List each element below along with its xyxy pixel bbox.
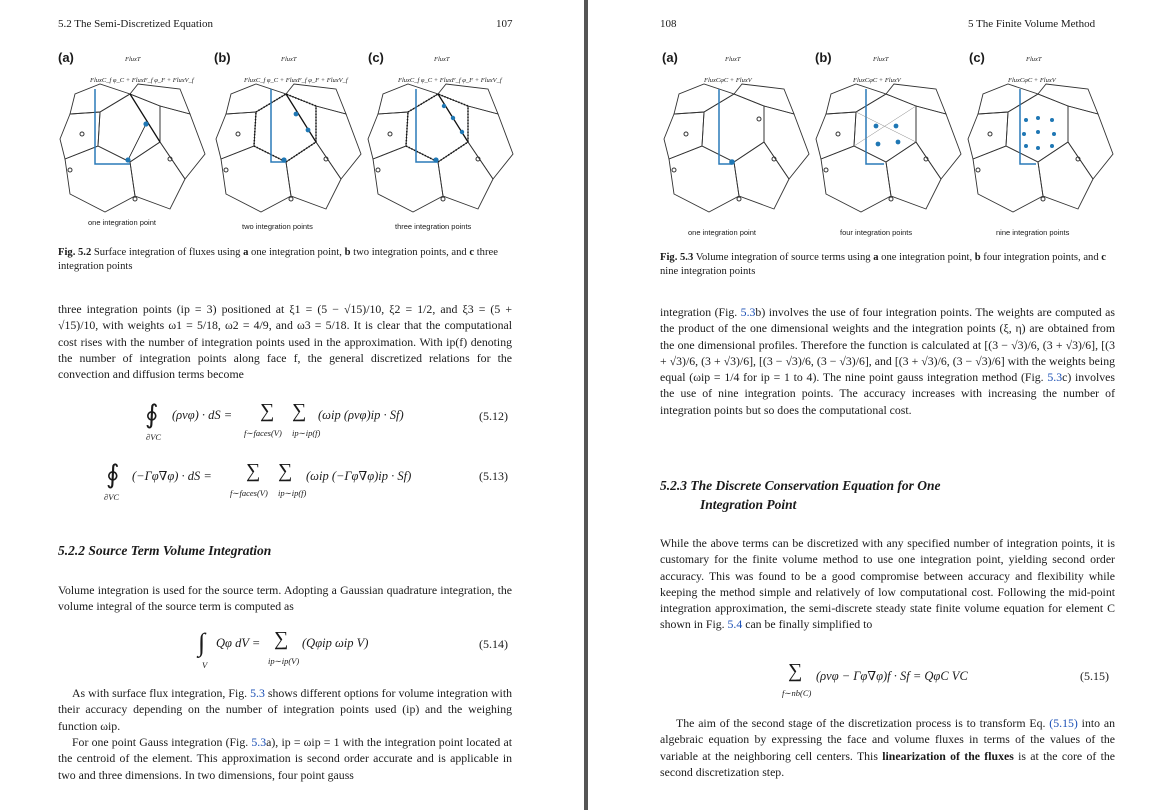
eq513-sum2: ip∼ip(f) [278,488,307,498]
left-page: 5.2 The Semi-Discretized Equation 107 (a) FluxT FluxC_f φ_C + FluxF_f φ_F + FluxV_f one integration point (b) FluxT FluxC_f φ_C + FluxF_f φ_F + FluxV_f two integration points (c) FluxT FluxC_f φ_C + FluxF_f φ_F + FluxV_f three integration points Fig. 5.2 Surface integration of fluxes using a one integration point, b two integration points, and c three integration points three integration points (ip = 3) positioned at ξ1 = (5 − √15)/10, ξ2 = 1/2, and ξ3 = (5 + √15)/10, with weights ω1 = 5/18, ω2 = 4/9, and ω3 = 5/18. It is clear that the computational cost rises with the number of integration points used in the approximation. With ip(f) denoting the number of integration points along face f, the general discretized relations for the convection and diffusion terms become ∮ (ρvφ) · dS = ∑ ∑ (ωip (ρvφ)ip · Sf) ∂VC f∼faces(V) ip∼ip(f) (5.12) ∮ (−Γφ∇φ) · dS = ∑ ∑ (ωip (−Γφ∇φ)ip · Sf) ∂VC f∼faces(V) ip∼ip(f) (5.13) 5.2.2 Source Term Volume Integration Volume integration is used for the source term. Adopting a Gaussian quadrature integration, the volume integral of the source term is computed as ∫ Qφ dV = ∑ (Qφip ωip V) V ip∼ip(V) (5.14) As with surface flux integration, Fig. 5.3 shows different options for volume integration with their accuracy depending on the number of integration points used (ip) and the weighing function ωip. For one point Gauss integration (Fig. 5.3a), ip = ωip = 1 with the integration point located at the centroid of the element. This approximation is second order accurate and is applicable in two and three dimensions. In two dimensions, four point gauss [0,0,584,810]
section-heading-5-2-2: 5.2.2 Source Term Volume Integration [58,543,272,558]
fig53-caption [660,251,1115,279]
fig53-panel-b-label: (b) [815,50,832,65]
eq513-rhs: (ωip (−Γφ∇φ)ip · Sf) [306,469,412,483]
fig53c-ref-link[interactable]: 5.3 [1047,370,1063,385]
fig52-panel-c-mesh [368,84,518,216]
fig53-caption-a: a [873,252,879,263]
eq515-body: (ρvφ − Γφ∇φ)f · Sf = QφC VC [816,669,968,683]
fig54-ref-link[interactable]: 5.4 [727,617,743,632]
left-para-4-b: a), ip = ωip = 1 with the integration point located at the centroid of the element. This approximation is second order accurate and is applicable in two and three dimensions. In two dimensions, four point gauss [58,735,512,782]
fig52-panel-a-label: (a) [58,50,74,65]
right-para-3-b: into an algebraic equation by expressing the face and volume fluxes in terms of the values of the variable at the neighboring cell centers. This [660,716,1115,763]
right-para-3-a: The aim of the second stage of the discretization process is to transform Eq. [676,716,1050,730]
fig52-panel-b-fluxtop: FluxT [281,56,297,63]
eq512-domain: ∂VC [146,432,162,442]
fig53-panel-b-mesh [816,84,964,216]
left-para-3 [58,685,512,734]
fig52-panel-c-fluxline: FluxC_f φ_C + FluxF_f φ_F + FluxV_f [398,77,502,84]
fig52-panel-a-fluxline: FluxC_f φ_C + FluxF_f φ_F + FluxV_f [90,77,194,84]
right-para-1 [660,304,1115,418]
fig53-panel-a-fluxline: FluxCφC + FluxV [704,77,752,84]
eq512-body: (ρvφ) · dS = [172,408,233,422]
left-para-1: three integration points (ip = 3) positioned at ξ1 = (5 − √15)/10, ξ2 = 1/2, and ξ3 = (5 + √15)/10, with weights ω1 = 5/18, ω2 = 4/9, and ω3 = 5/18. It is clear that the computational cost rises with the number of integration points used in the approximation. With ip(f) denoting the number of integration points along face f, the general discretized relations for the convection and diffusion terms become [58,302,512,382]
eq513-domain: ∂VC [104,492,120,502]
eq515-number: (5.15) [1080,669,1109,683]
fig53-caption-c: c [1101,252,1106,263]
section-heading-5-2-3-line-1: 5.2.3 The Discrete Conservation Equation for One [660,478,941,493]
fig52-panel-c-fluxtop: FluxT [434,56,450,63]
eq514-domain: V [202,660,208,670]
right-page-number: 108 [660,18,677,30]
left-para-3-b: shows different options for volume integration with their accuracy depending on the number of integration points used (ip) and the weighing function ωip. [58,686,513,733]
left-running-head: 5.2 The Semi-Discretized Equation [58,18,213,30]
fig53-panel-a-label: (a) [662,50,678,65]
fig52-panel-a-caption: one integration point [88,218,156,227]
section-heading-5-2-3-line-2: Integration Point [700,497,797,512]
fig53-panel-c-caption: nine integration points [996,228,1070,237]
section-heading-5-2-3 [660,476,941,514]
fig52-caption-text-3: two integration points, and [350,247,470,258]
left-page-number: 107 [496,18,513,30]
left-para-3-a: As with surface flux integration, Fig. [72,686,251,700]
fig53-caption-label: Fig. 5.3 [660,252,694,263]
right-para-2 [660,535,1115,633]
right-page: 108 5 The Finite Volume Method (a) FluxT FluxCφC + FluxV one integration point (b) FluxT FluxCφC + FluxV four integration points (c) FluxT FluxCφC + FluxV nine integration points Fig. 5.3 Volume integration of source terms using a one integration point, b four integration points, and c nine integration points integration (Fig. 5.3b) involves the use of four integration points. The weights are computed as the product of the one dimensional weights and the integration points (ξ, η) are obtained from the one dimensional profiles. Therefore the function is calculated at [(3 − √3)/6, (3 + √3)/6], [(3 + √3)/6, (3 + √3)/6], [(3 − √3)/6, (3 − √3)/6], and [(3 + √3)/6, (3 − √3)/6] with the weights being equal (ωip = 1/4 for ip = 1 to 4). The nine point gauss integration method (Fig. 5.3c) involves the use of nine integration points. The accuracy increases with increasing the number of integration points but so does the computational cost. 5.2.3 The Discrete Conservation Equation for One Integration Point While the above terms can be discretized with any specified number of integration points, it is customary for the finite volume method to use one integration point, yielding second order accuracy. This was found to be a good compromise between accuracy and flexibility while keeping the method simple and relatively of low computational cost. Following the mid-point integration approximation, the semi-discrete steady state finite volume equation for element C shown in Fig. 5.4 can be finally simplified to ∑ (ρvφ − Γφ∇φ)f · Sf = QφC VC f∼nb(C) (5.15) The aim of the second stage of the discretization process is to transform Eq. (5.15) into an algebraic equation by expressing the face and volume fluxes in terms of the values of the variable at the neighboring cell centers. This linearization of the fluxes is at the core of the second discretization step. [660,18,1115,779]
left-para-2: Volume integration is used for the source term. Adopting a Gaussian quadrature integration, the volume integral of the source term is computed as [58,583,512,614]
fig52-panel-b-caption: two integration points [242,222,313,231]
fig52-panel-a-fluxtop: FluxT [125,56,141,63]
eq512-sum2: ip∼ip(f) [292,428,321,438]
eq513-body: (−Γφ∇φ) · dS = [132,469,212,483]
eq514-rhs: (Qφip ωip V) [302,636,369,650]
right-para-1-c: c) involves the use of nine integration points. The accuracy increases with increasing the number of integration points but so does the computational cost. [660,370,1115,417]
fig53-panel-c-fluxline: FluxCφC + FluxV [1008,77,1056,84]
fig53a-ref-link[interactable]: 5.3 [251,735,267,749]
fig52-panel-b-label: (b) [214,50,231,65]
fig52-caption-a: a [243,247,249,258]
fig52-caption-text-4: three integration points [58,247,498,272]
fig52-panel-b-mesh [216,84,366,216]
fig52-caption-text-2: one integration point, [248,247,345,258]
fig52-panel-a-mesh [60,84,210,216]
fig53-caption-text-2: one integration point, [878,252,975,263]
fig53-panel-b-fluxtop: FluxT [873,56,889,63]
eq515-sum: f∼nb(C) [782,688,812,698]
fig53-panel-b-fluxline: FluxCφC + FluxV [853,77,901,84]
fig53-panel-a-fluxtop: FluxT [725,56,741,63]
right-para-2-b: can be finally simplified to [742,617,873,632]
right-para-2-a: While the above terms can be discretized with any specified number of integration points, it is customary for the finite volume method to use one integration point, yielding second order accuracy. This was found to be a good compromise between accuracy and flexibility while keeping the method simple and relatively of low computational cost. Following the mid-point integration approximation, the semi-discrete steady state finite volume equation for element C shown in Fig. [660,536,1115,632]
fig52-panel-c-label: (c) [368,50,384,65]
right-para-3-bold: linearization of the fluxes [882,748,1014,763]
fig52-caption-text-1: Surface integration of fluxes using [91,247,244,258]
fig53-panel-a-mesh [664,84,812,216]
left-para-4-a: For one point Gauss integration (Fig. [72,735,252,749]
fig53-caption-b: b [974,252,981,263]
left-para-4 [58,734,512,783]
fig53-caption-text-3: four integration points, and [980,252,1102,263]
eq512-sum1: f∼faces(V) [244,428,282,438]
right-para-3-c: is at the core of the second discretization step. [660,748,1115,779]
eq514-number: (5.14) [479,637,508,651]
eq515-ref-link[interactable]: (5.15) [1049,716,1078,730]
right-para-3 [660,715,1115,780]
fig53-ref-link[interactable]: 5.3 [250,686,265,700]
eq512-number: (5.12) [479,409,508,423]
right-para-1-b: b) involves the use of four integration points. The weights are computed as the product of the one dimensional weights and the integration points (ξ, η) are obtained from the one dimensional profiles. Therefore the function is calculated at [(3 − √3)/6, (3 + √3)/6], [(3 + √3)/6, (3 + √3)/6], [(3 − √3)/6, (3 − √3)/6], and [(3 + √3)/6, (3 − √3)/6] with the weights being equal (ωip = 1/4 for ip = 1 to 4). The nine point gauss integration method (Fig. [660,305,1115,385]
eq514-body: Qφ dV = [216,636,261,650]
fig53b-ref-link[interactable]: 5.3 [740,305,756,319]
fig52-panel-c-caption: three integration points [395,222,472,231]
fig52-caption-label: Fig. 5.2 [58,247,92,258]
fig52-caption-c: c [469,247,475,258]
fig53-panel-b-caption: four integration points [840,228,913,237]
right-running-head: 5 The Finite Volume Method [968,18,1096,30]
fig53-panel-c-fluxtop: FluxT [1026,56,1042,63]
fig53-caption-text-4: nine integration points [660,266,756,277]
eq514-sum: ip∼ip(V) [268,656,300,666]
right-para-1-a: integration (Fig. [660,305,741,319]
fig52-panel-b-fluxline: FluxC_f φ_C + FluxF_f φ_F + FluxV_f [244,77,348,84]
fig53-panel-c-mesh [968,84,1116,216]
eq512-rhs: (ωip (ρvφ)ip · Sf) [318,408,404,422]
fig52-caption [58,246,512,274]
fig52-caption-b: b [344,247,351,258]
eq513-number: (5.13) [479,469,508,483]
fig53-panel-c-label: (c) [969,50,985,65]
eq513-sum1: f∼faces(V) [230,488,268,498]
fig53-panel-a-caption: one integration point [688,228,756,237]
fig53-caption-text-1: Volume integration of source terms using [693,252,874,263]
